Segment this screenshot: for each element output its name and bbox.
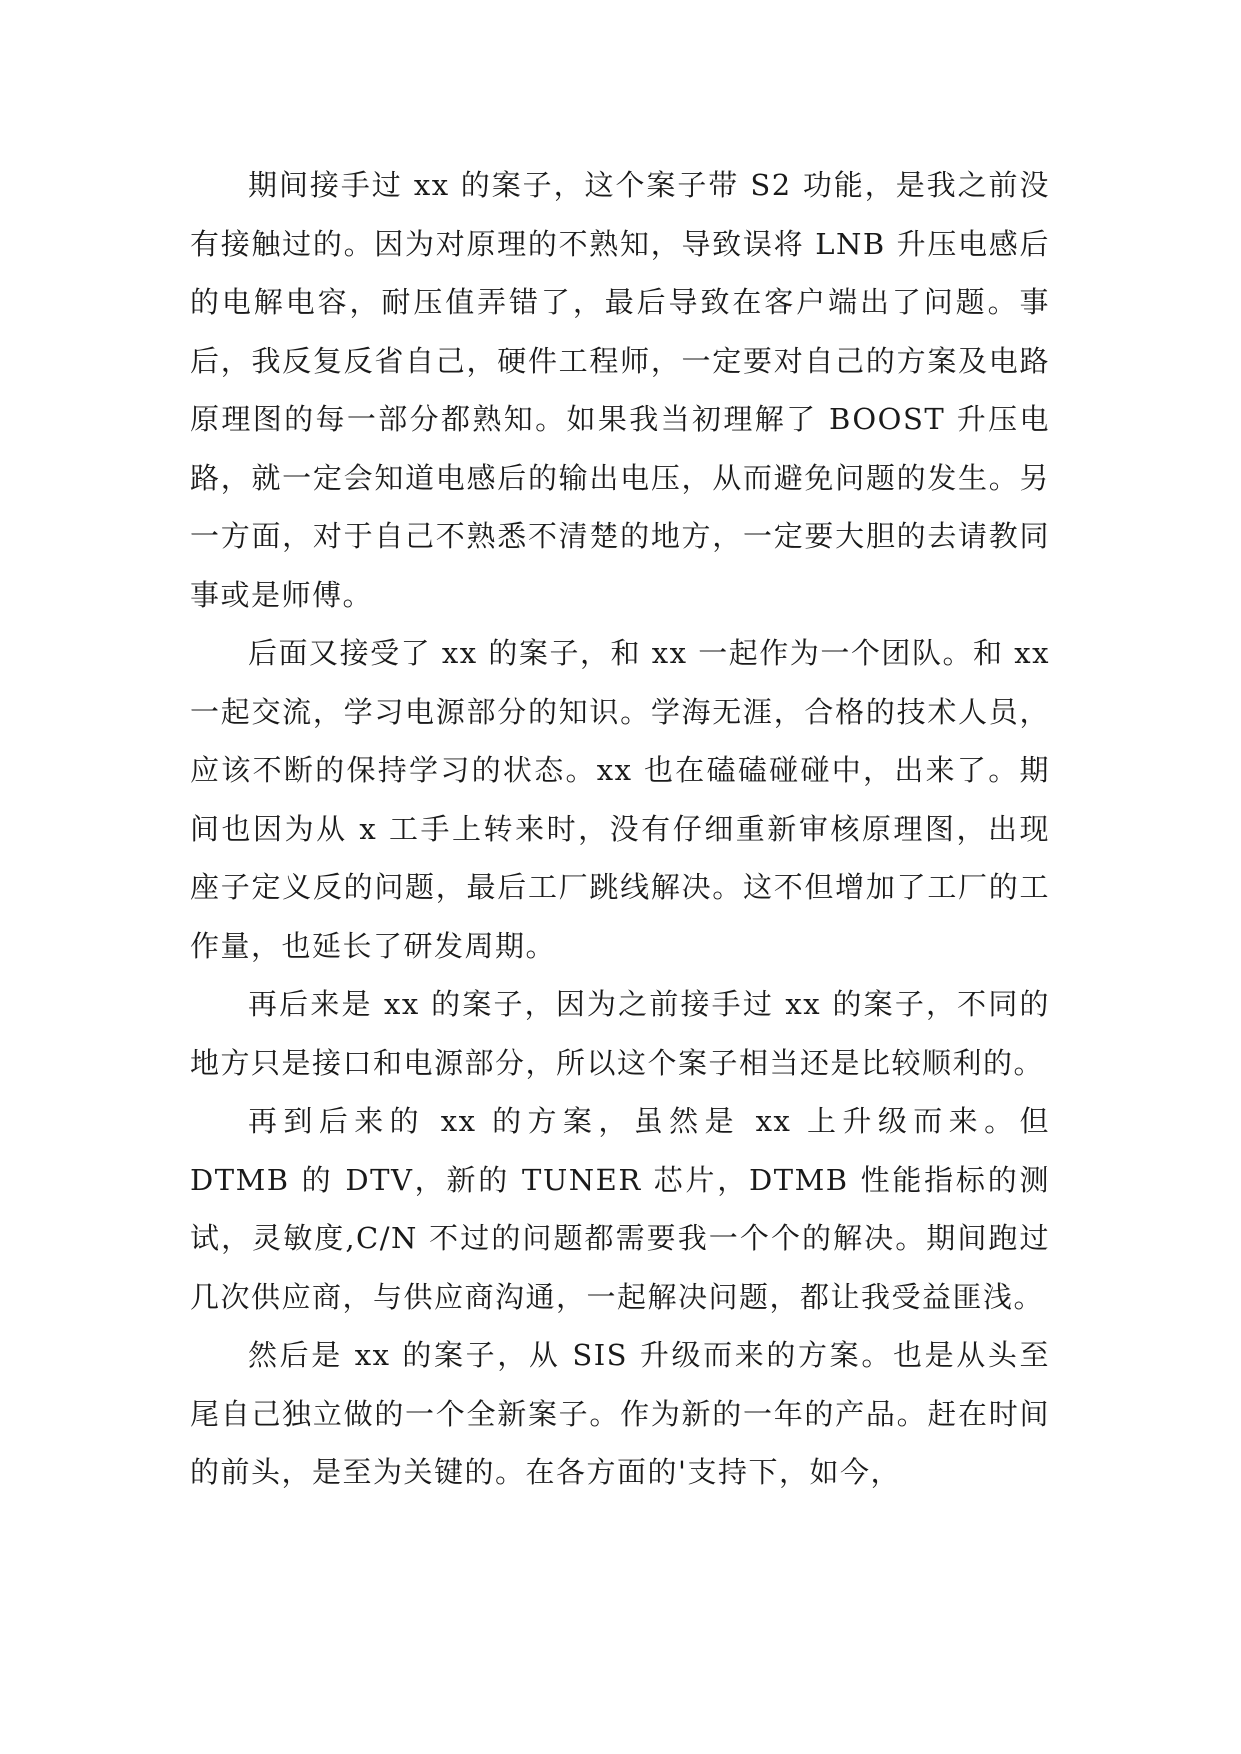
paragraph: 然后是 xx 的案子，从 SIS 升级而来的方案。也是从头至尾自己独立做的一个全新案子。作为新的一年的产品。赶在时间的前头，是至为关键的。在各方面的'支持下，如今，	[190, 1338, 1050, 1489]
paragraph: 期间接手过 xx 的案子，这个案子带 S2 功能，是我之前没有接触过的。因为对原理的不熟知，导致误将 LNB 升压电感后的电解电容，耐压值弄错了，最后导致在客户端出了问题。事后，我反复反省自己，硬件工程师，一定要对自己的方案及电路原理图的每一部分都熟知。如果我当初理解了 BOOST 升压电路，就一定会知道电感后的输出电压，从而避免问题的发生。另一方面，对于自己不熟悉不清楚的地方，一定要大胆的去请教同事或是师傅。	[190, 168, 1050, 612]
document-body	[190, 156, 1050, 1502]
paragraph: 再后来是 xx 的案子，因为之前接手过 xx 的案子，不同的地方只是接口和电源部分，所以这个案子相当还是比较顺利的。	[190, 987, 1050, 1080]
paragraph: 再到后来的 xx 的方案，虽然是 xx 上升级而来。但 DTMB 的 DTV，新的 TUNER 芯片，DTMB 性能指标的测试，灵敏度,C/N 不过的问题都需要我一个个的解决。期间跑过几次供应商，与供应商沟通，一起解决问题，都让我受益匪浅。	[190, 1104, 1050, 1314]
paragraph: 后面又接受了 xx 的案子，和 xx 一起作为一个团队。和 xx 一起交流，学习电源部分的知识。学海无涯，合格的技术人员，应该不断的保持学习的状态。xx 也在磕磕碰碰中，出来了。期间也因为从 x 工手上转来时，没有仔细重新审核原理图，出现座子定义反的问题，最后工厂跳线解决。这不但增加了工厂的工作量，也延长了研发周期。	[190, 636, 1050, 963]
